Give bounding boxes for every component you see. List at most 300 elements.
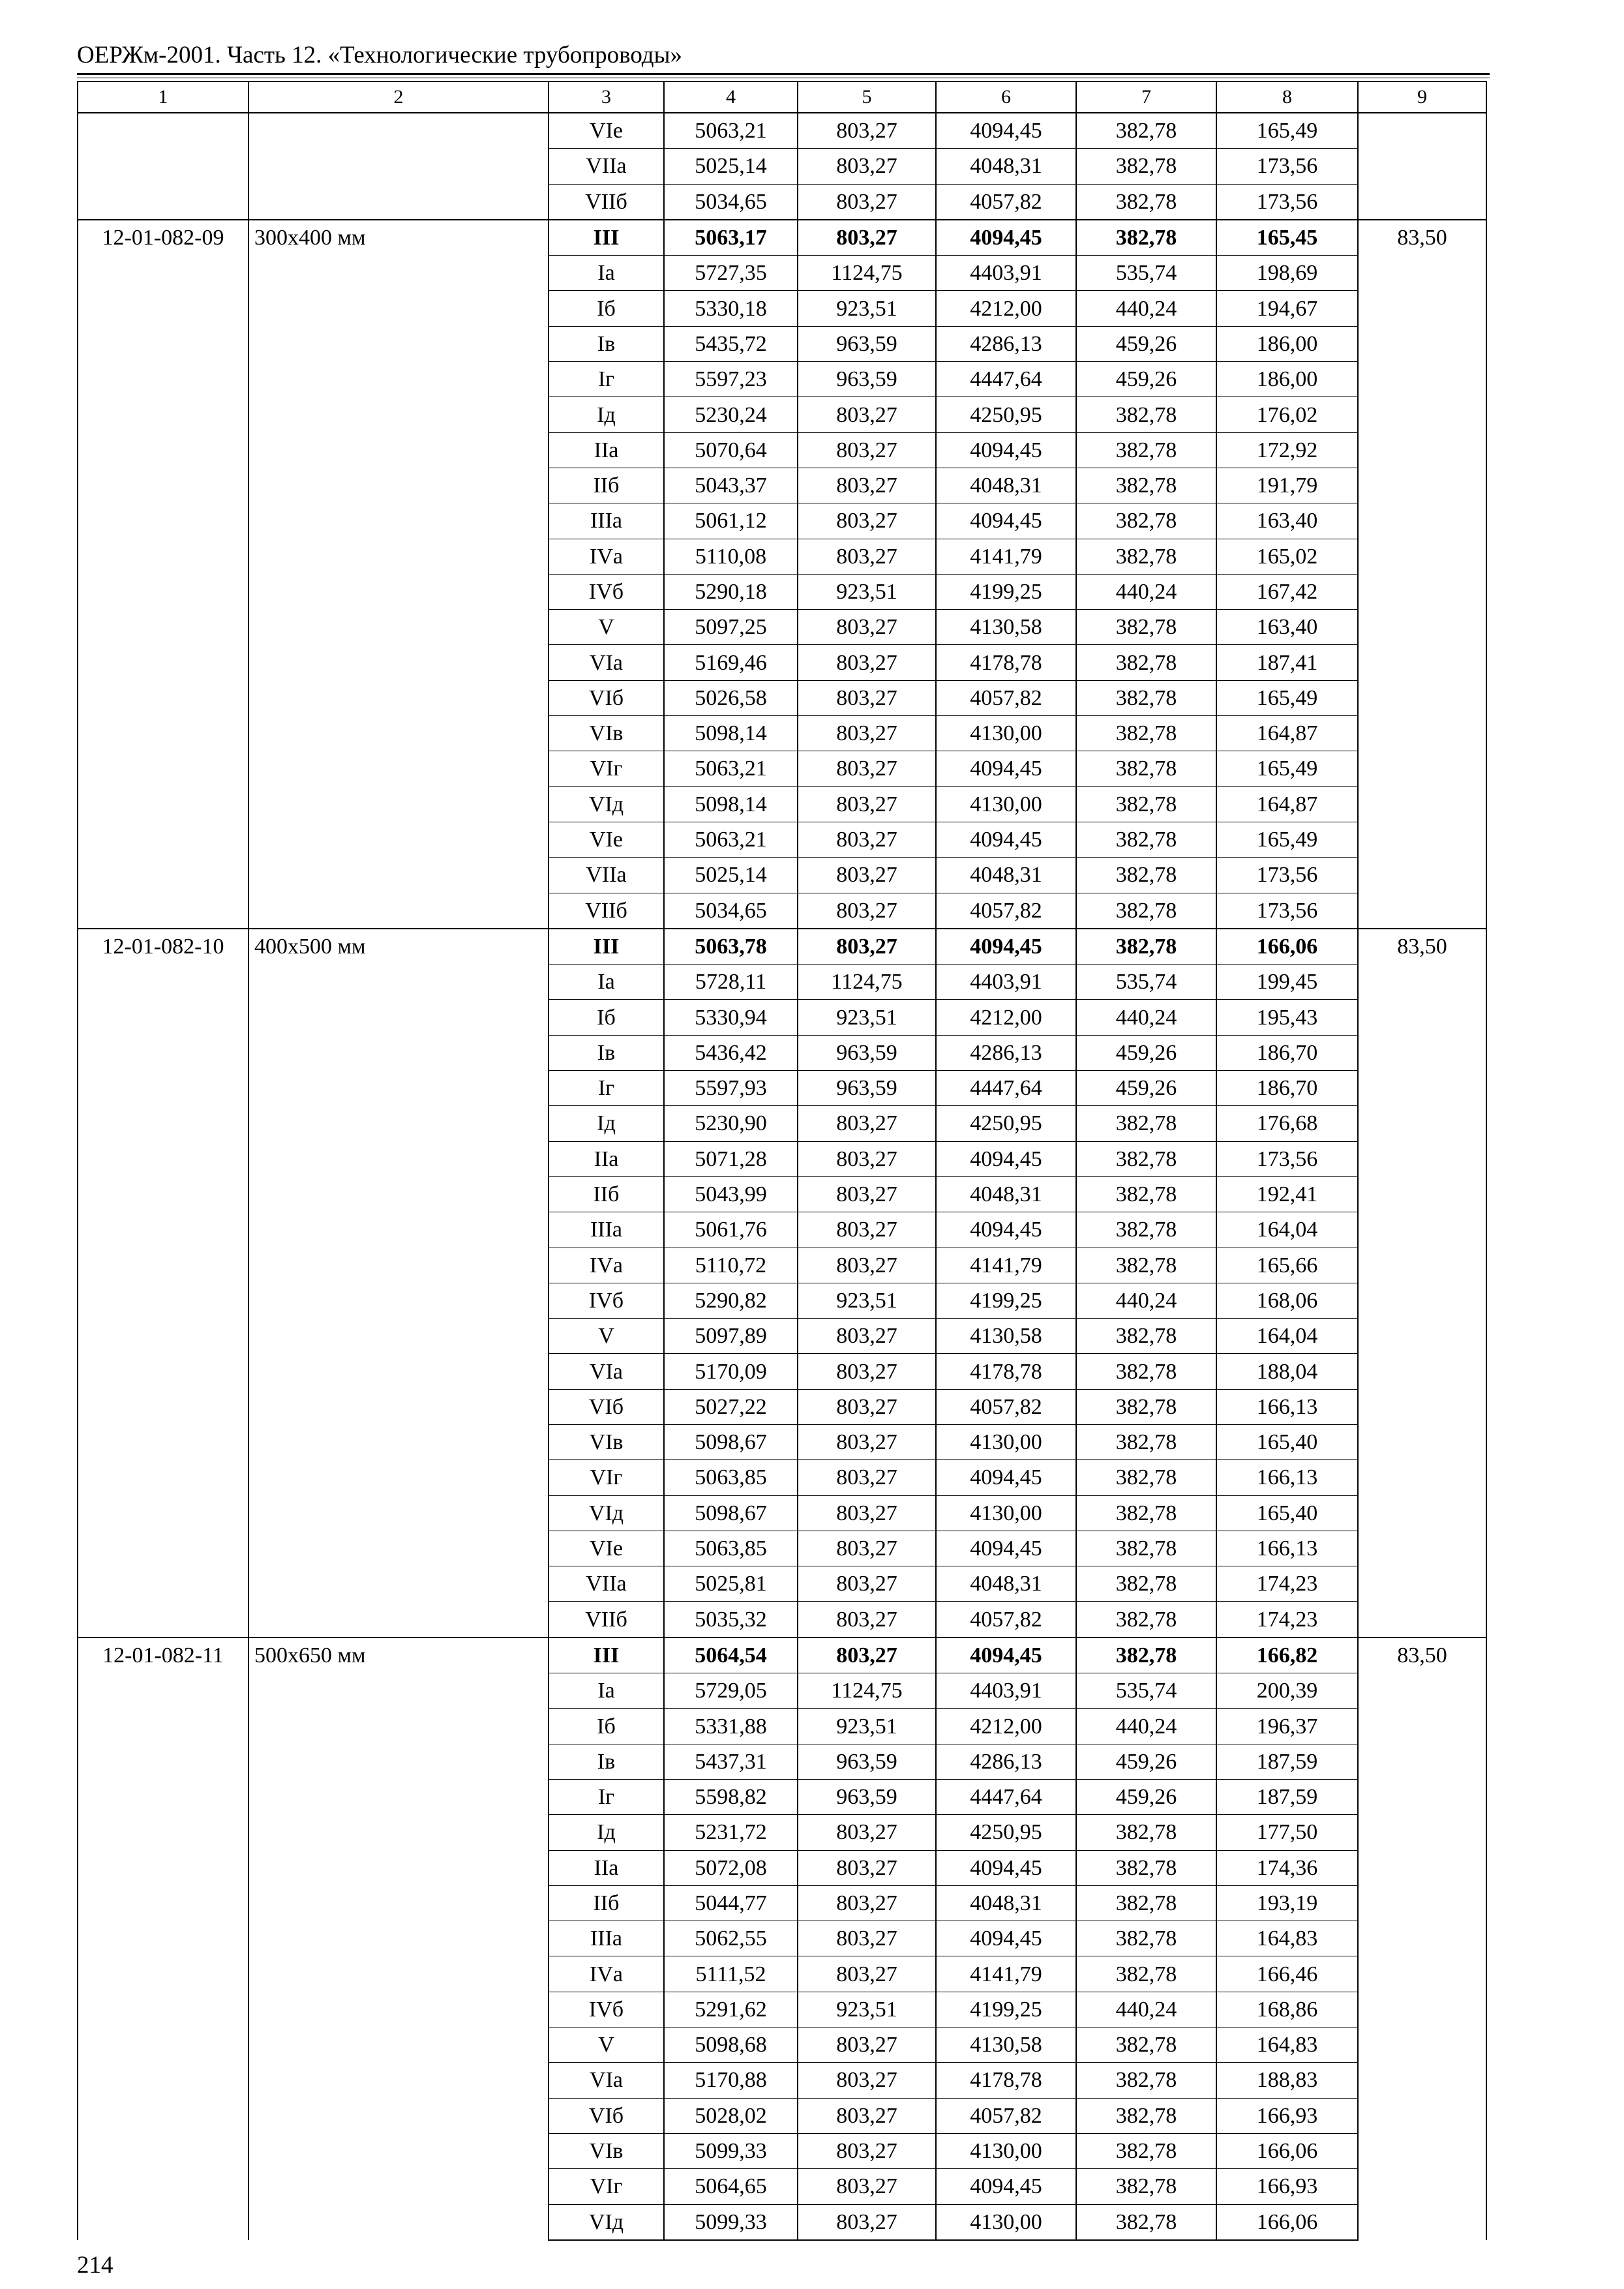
machine-cost-cell: 4057,82: [936, 184, 1076, 220]
machine-cost-cell: 4048,31: [936, 1885, 1076, 1921]
total-cost-cell: 5231,72: [664, 1815, 798, 1850]
operator-wage-cell: 382,78: [1076, 716, 1216, 751]
total-cost-cell: 5435,72: [664, 326, 798, 361]
total-cost-cell: 5064,54: [664, 1638, 798, 1673]
operator-wage-cell: 382,78: [1076, 2027, 1216, 2063]
machine-cost-cell: 4130,58: [936, 2027, 1076, 2063]
zone-cell: V: [549, 1319, 664, 1354]
machine-cost-cell: 4199,25: [936, 1283, 1076, 1318]
material-cost-cell: 191,79: [1216, 468, 1358, 503]
total-cost-cell: 5063,21: [664, 113, 798, 149]
item-size-cell: 300x400 мм: [248, 220, 549, 929]
machine-cost-cell: 4130,00: [936, 1424, 1076, 1459]
wage-cell: 803,27: [798, 1531, 936, 1566]
material-cost-cell: 173,56: [1216, 1141, 1358, 1176]
material-cost-cell: 176,68: [1216, 1106, 1358, 1141]
material-cost-cell: 187,41: [1216, 645, 1358, 680]
total-cost-cell: 5230,24: [664, 397, 798, 432]
material-cost-cell: 186,70: [1216, 1035, 1358, 1070]
zone-cell: VIд: [549, 1495, 664, 1531]
operator-wage-cell: 440,24: [1076, 1709, 1216, 1744]
total-cost-cell: 5061,12: [664, 503, 798, 539]
machine-cost-cell: 4094,45: [936, 751, 1076, 786]
zone-cell: III: [549, 220, 664, 256]
wage-cell: 803,27: [798, 184, 936, 220]
machine-cost-cell: 4094,45: [936, 1531, 1076, 1566]
operator-wage-cell: 382,78: [1076, 786, 1216, 822]
total-cost-cell: 5598,82: [664, 1779, 798, 1814]
total-cost-cell: 5170,88: [664, 2063, 798, 2098]
wage-cell: 923,51: [798, 1283, 936, 1318]
material-cost-cell: 186,00: [1216, 362, 1358, 397]
zone-cell: IIа: [549, 1850, 664, 1885]
operator-wage-cell: 382,78: [1076, 1956, 1216, 1992]
zone-cell: V: [549, 2027, 664, 2063]
material-cost-cell: 165,45: [1216, 220, 1358, 256]
zone-cell: Iа: [549, 256, 664, 291]
wage-cell: 803,27: [798, 1424, 936, 1459]
wage-cell: 803,27: [798, 1638, 936, 1673]
zone-cell: VIIа: [549, 1566, 664, 1602]
total-cost-cell: 5597,93: [664, 1071, 798, 1106]
material-cost-cell: 186,00: [1216, 326, 1358, 361]
zone-cell: Iг: [549, 1071, 664, 1106]
zone-cell: VIб: [549, 1389, 664, 1424]
wage-cell: 803,27: [798, 858, 936, 893]
total-cost-cell: 5035,32: [664, 1602, 798, 1638]
column-number: 8: [1216, 82, 1358, 113]
operator-wage-cell: 382,78: [1076, 1495, 1216, 1531]
operator-wage-cell: 382,78: [1076, 2063, 1216, 2098]
material-cost-cell: 196,37: [1216, 1709, 1358, 1744]
item-size-cell: [248, 113, 549, 220]
wage-cell: 803,27: [798, 539, 936, 574]
zone-cell: VIа: [549, 645, 664, 680]
material-cost-cell: 165,49: [1216, 822, 1358, 857]
wage-cell: 803,27: [798, 1850, 936, 1885]
zone-cell: VIв: [549, 2133, 664, 2168]
page-header: ОЕРЖм-2001. Часть 12. «Технологические трубопроводы»: [77, 42, 682, 68]
operator-wage-cell: 382,78: [1076, 468, 1216, 503]
zone-cell: VIа: [549, 2063, 664, 2098]
operator-wage-cell: 459,26: [1076, 1035, 1216, 1070]
total-cost-cell: 5437,31: [664, 1744, 798, 1779]
material-cost-cell: 200,39: [1216, 1673, 1358, 1709]
operator-wage-cell: 382,78: [1076, 149, 1216, 184]
operator-wage-cell: 382,78: [1076, 220, 1216, 256]
machine-cost-cell: 4141,79: [936, 1248, 1076, 1283]
wage-cell: 803,27: [798, 893, 936, 929]
wage-cell: 803,27: [798, 432, 936, 468]
total-cost-cell: 5098,14: [664, 716, 798, 751]
machine-cost-cell: 4094,45: [936, 1638, 1076, 1673]
machine-cost-cell: 4141,79: [936, 1956, 1076, 1992]
zone-cell: VIг: [549, 751, 664, 786]
material-cost-cell: 177,50: [1216, 1815, 1358, 1850]
item-code-cell: 12-01-082-10: [78, 929, 248, 1638]
column-number: 9: [1358, 82, 1486, 113]
machine-cost-cell: 4057,82: [936, 1602, 1076, 1638]
total-cost-cell: 5330,94: [664, 1000, 798, 1035]
zone-cell: IIIа: [549, 1921, 664, 1956]
material-cost-cell: 165,40: [1216, 1495, 1358, 1531]
operator-wage-cell: 535,74: [1076, 1673, 1216, 1709]
machine-cost-cell: 4212,00: [936, 1000, 1076, 1035]
machine-cost-cell: 4048,31: [936, 1566, 1076, 1602]
wage-cell: 803,27: [798, 397, 936, 432]
material-cost-cell: 166,82: [1216, 1638, 1358, 1673]
wage-cell: 803,27: [798, 1602, 936, 1638]
machine-cost-cell: 4130,58: [936, 1319, 1076, 1354]
total-cost-cell: 5043,37: [664, 468, 798, 503]
wage-cell: 803,27: [798, 2204, 936, 2240]
material-cost-cell: 164,04: [1216, 1212, 1358, 1248]
operator-wage-cell: 382,78: [1076, 1424, 1216, 1459]
material-cost-cell: 164,87: [1216, 716, 1358, 751]
wage-cell: 803,27: [798, 929, 936, 965]
wage-cell: 963,59: [798, 1071, 936, 1106]
machine-cost-cell: 4057,82: [936, 1389, 1076, 1424]
wage-cell: 803,27: [798, 1176, 936, 1212]
wage-cell: 923,51: [798, 1992, 936, 2027]
operator-wage-cell: 382,78: [1076, 432, 1216, 468]
operator-wage-cell: 382,78: [1076, 751, 1216, 786]
zone-cell: VIб: [549, 680, 664, 715]
wage-cell: 803,27: [798, 220, 936, 256]
column-number: 7: [1076, 82, 1216, 113]
total-cost-cell: 5061,76: [664, 1212, 798, 1248]
wage-cell: 963,59: [798, 1035, 936, 1070]
total-cost-cell: 5099,33: [664, 2204, 798, 2240]
total-cost-cell: 5436,42: [664, 1035, 798, 1070]
wage-cell: 803,27: [798, 786, 936, 822]
machine-cost-cell: 4286,13: [936, 326, 1076, 361]
zone-cell: VIIб: [549, 184, 664, 220]
operator-wage-cell: 382,78: [1076, 1106, 1216, 1141]
machine-cost-cell: 4141,79: [936, 539, 1076, 574]
material-cost-cell: 186,70: [1216, 1071, 1358, 1106]
page-number: 214: [77, 2252, 113, 2279]
operator-wage-cell: 382,78: [1076, 2204, 1216, 2240]
zone-cell: IIб: [549, 1176, 664, 1212]
wage-cell: 803,27: [798, 1389, 936, 1424]
wage-cell: 923,51: [798, 1000, 936, 1035]
total-cost-cell: 5111,52: [664, 1956, 798, 1992]
machine-cost-cell: 4286,13: [936, 1744, 1076, 1779]
material-cost-cell: 187,59: [1216, 1779, 1358, 1814]
wage-cell: 803,27: [798, 1495, 936, 1531]
total-cost-cell: 5063,21: [664, 751, 798, 786]
wage-cell: 923,51: [798, 574, 936, 609]
material-cost-cell: 164,87: [1216, 786, 1358, 822]
total-cost-cell: 5063,85: [664, 1531, 798, 1566]
machine-cost-cell: 4178,78: [936, 2063, 1076, 2098]
operator-wage-cell: 459,26: [1076, 326, 1216, 361]
machine-cost-cell: 4178,78: [936, 645, 1076, 680]
total-cost-cell: 5098,67: [664, 1424, 798, 1459]
machine-cost-cell: 4130,00: [936, 2133, 1076, 2168]
material-cost-cell: 168,06: [1216, 1283, 1358, 1318]
zone-cell: Iа: [549, 965, 664, 1000]
total-cost-cell: 5063,78: [664, 929, 798, 965]
labor-cost-cell: 83,50: [1358, 929, 1486, 1638]
machine-cost-cell: 4048,31: [936, 149, 1076, 184]
table-row: [78, 1638, 1486, 1673]
wage-cell: 803,27: [798, 2133, 936, 2168]
table-row: [78, 220, 1486, 256]
wage-cell: 803,27: [798, 503, 936, 539]
operator-wage-cell: 382,78: [1076, 1141, 1216, 1176]
total-cost-cell: 5072,08: [664, 1850, 798, 1885]
machine-cost-cell: 4250,95: [936, 1815, 1076, 1850]
material-cost-cell: 167,42: [1216, 574, 1358, 609]
zone-cell: VIIа: [549, 858, 664, 893]
item-size-cell: 400x500 мм: [248, 929, 549, 1638]
material-cost-cell: 163,40: [1216, 503, 1358, 539]
total-cost-cell: 5026,58: [664, 680, 798, 715]
total-cost-cell: 5098,67: [664, 1495, 798, 1531]
material-cost-cell: 173,56: [1216, 184, 1358, 220]
labor-cost-cell: 83,50: [1358, 220, 1486, 929]
wage-cell: 803,27: [798, 2063, 936, 2098]
table-body: [78, 82, 1486, 2240]
item-size-cell: 500x650 мм: [248, 1638, 549, 2240]
column-number: 6: [936, 82, 1076, 113]
item-code-cell: 12-01-082-09: [78, 220, 248, 929]
table-row: [78, 113, 1486, 149]
material-cost-cell: 166,06: [1216, 929, 1358, 965]
material-cost-cell: 166,13: [1216, 1460, 1358, 1495]
operator-wage-cell: 382,78: [1076, 1921, 1216, 1956]
material-cost-cell: 165,02: [1216, 539, 1358, 574]
machine-cost-cell: 4094,45: [936, 1141, 1076, 1176]
zone-cell: IIб: [549, 1885, 664, 1921]
machine-cost-cell: 4447,64: [936, 362, 1076, 397]
total-cost-cell: 5063,17: [664, 220, 798, 256]
operator-wage-cell: 382,78: [1076, 1176, 1216, 1212]
wage-cell: 803,27: [798, 1566, 936, 1602]
total-cost-cell: 5597,23: [664, 362, 798, 397]
machine-cost-cell: 4250,95: [936, 397, 1076, 432]
wage-cell: 803,27: [798, 1921, 936, 1956]
material-cost-cell: 166,93: [1216, 2098, 1358, 2133]
zone-cell: V: [549, 610, 664, 645]
total-cost-cell: 5025,14: [664, 858, 798, 893]
material-cost-cell: 173,56: [1216, 893, 1358, 929]
zone-cell: Iг: [549, 1779, 664, 1814]
operator-wage-cell: 382,78: [1076, 184, 1216, 220]
zone-cell: VIIб: [549, 1602, 664, 1638]
operator-wage-cell: 459,26: [1076, 1779, 1216, 1814]
wage-cell: 963,59: [798, 326, 936, 361]
machine-cost-cell: 4130,00: [936, 716, 1076, 751]
total-cost-cell: 5110,08: [664, 539, 798, 574]
wage-cell: 803,27: [798, 1460, 936, 1495]
total-cost-cell: 5044,77: [664, 1885, 798, 1921]
machine-cost-cell: 4199,25: [936, 574, 1076, 609]
operator-wage-cell: 535,74: [1076, 256, 1216, 291]
material-cost-cell: 165,49: [1216, 680, 1358, 715]
wage-cell: 803,27: [798, 2098, 936, 2133]
zone-cell: VIг: [549, 1460, 664, 1495]
operator-wage-cell: 440,24: [1076, 1992, 1216, 2027]
material-cost-cell: 165,49: [1216, 751, 1358, 786]
machine-cost-cell: 4094,45: [936, 1212, 1076, 1248]
operator-wage-cell: 440,24: [1076, 574, 1216, 609]
total-cost-cell: 5071,28: [664, 1141, 798, 1176]
total-cost-cell: 5028,02: [664, 2098, 798, 2133]
machine-cost-cell: 4212,00: [936, 1709, 1076, 1744]
operator-wage-cell: 459,26: [1076, 1744, 1216, 1779]
wage-cell: 923,51: [798, 291, 936, 326]
labor-cost-cell: [1358, 113, 1486, 220]
operator-wage-cell: 382,78: [1076, 929, 1216, 965]
zone-cell: IVб: [549, 1283, 664, 1318]
operator-wage-cell: 382,78: [1076, 2169, 1216, 2204]
wage-cell: 803,27: [798, 1141, 936, 1176]
zone-cell: IVб: [549, 574, 664, 609]
wage-cell: 803,27: [798, 1354, 936, 1389]
zone-cell: VIе: [549, 822, 664, 857]
header-rule: [77, 73, 1490, 75]
machine-cost-cell: 4057,82: [936, 893, 1076, 929]
zone-cell: IIа: [549, 1141, 664, 1176]
total-cost-cell: 5291,62: [664, 1992, 798, 2027]
column-number: 3: [549, 82, 664, 113]
total-cost-cell: 5729,05: [664, 1673, 798, 1709]
zone-cell: Iд: [549, 1106, 664, 1141]
material-cost-cell: 166,13: [1216, 1389, 1358, 1424]
operator-wage-cell: 382,78: [1076, 1566, 1216, 1602]
material-cost-cell: 174,23: [1216, 1602, 1358, 1638]
material-cost-cell: 199,45: [1216, 965, 1358, 1000]
total-cost-cell: 5110,72: [664, 1248, 798, 1283]
labor-cost-cell: 83,50: [1358, 1638, 1486, 2240]
machine-cost-cell: 4403,91: [936, 1673, 1076, 1709]
column-number: 4: [664, 82, 798, 113]
zone-cell: VIа: [549, 1354, 664, 1389]
total-cost-cell: 5027,22: [664, 1389, 798, 1424]
zone-cell: III: [549, 929, 664, 965]
machine-cost-cell: 4094,45: [936, 1850, 1076, 1885]
zone-cell: Iд: [549, 1815, 664, 1850]
wage-cell: 803,27: [798, 680, 936, 715]
wage-cell: 803,27: [798, 1885, 936, 1921]
zone-cell: Iб: [549, 291, 664, 326]
machine-cost-cell: 4094,45: [936, 2169, 1076, 2204]
machine-cost-cell: 4286,13: [936, 1035, 1076, 1070]
item-code-cell: [78, 113, 248, 220]
zone-cell: Iв: [549, 1035, 664, 1070]
wage-cell: 1124,75: [798, 256, 936, 291]
wage-cell: 803,27: [798, 113, 936, 149]
wage-cell: 803,27: [798, 1212, 936, 1248]
total-cost-cell: 5098,68: [664, 2027, 798, 2063]
zone-cell: Iв: [549, 1744, 664, 1779]
total-cost-cell: 5025,14: [664, 149, 798, 184]
operator-wage-cell: 382,78: [1076, 397, 1216, 432]
wage-cell: 803,27: [798, 716, 936, 751]
zone-cell: VIд: [549, 786, 664, 822]
machine-cost-cell: 4178,78: [936, 1354, 1076, 1389]
zone-cell: III: [549, 1638, 664, 1673]
material-cost-cell: 173,56: [1216, 858, 1358, 893]
machine-cost-cell: 4212,00: [936, 291, 1076, 326]
total-cost-cell: 5063,21: [664, 822, 798, 857]
machine-cost-cell: 4094,45: [936, 929, 1076, 965]
wage-cell: 803,27: [798, 2027, 936, 2063]
total-cost-cell: 5098,14: [664, 786, 798, 822]
machine-cost-cell: 4094,45: [936, 220, 1076, 256]
zone-cell: Iв: [549, 326, 664, 361]
zone-cell: VIг: [549, 2169, 664, 2204]
zone-cell: IIIа: [549, 503, 664, 539]
wage-cell: 803,27: [798, 751, 936, 786]
operator-wage-cell: 382,78: [1076, 1212, 1216, 1248]
column-number-row: [78, 82, 1486, 113]
material-cost-cell: 166,93: [1216, 2169, 1358, 2204]
wage-cell: 963,59: [798, 1779, 936, 1814]
zone-cell: IIа: [549, 432, 664, 468]
zone-cell: IVб: [549, 1992, 664, 2027]
wage-cell: 803,27: [798, 1319, 936, 1354]
material-cost-cell: 174,23: [1216, 1566, 1358, 1602]
total-cost-cell: 5063,85: [664, 1460, 798, 1495]
wage-cell: 803,27: [798, 468, 936, 503]
machine-cost-cell: 4130,00: [936, 1495, 1076, 1531]
material-cost-cell: 193,19: [1216, 1885, 1358, 1921]
wage-cell: 963,59: [798, 1744, 936, 1779]
operator-wage-cell: 382,78: [1076, 822, 1216, 857]
material-cost-cell: 164,83: [1216, 2027, 1358, 2063]
machine-cost-cell: 4130,58: [936, 610, 1076, 645]
wage-cell: 803,27: [798, 1248, 936, 1283]
material-cost-cell: 172,92: [1216, 432, 1358, 468]
material-cost-cell: 166,13: [1216, 1531, 1358, 1566]
wage-cell: 923,51: [798, 1709, 936, 1744]
operator-wage-cell: 382,78: [1076, 1815, 1216, 1850]
total-cost-cell: 5062,55: [664, 1921, 798, 1956]
machine-cost-cell: 4094,45: [936, 432, 1076, 468]
material-cost-cell: 166,46: [1216, 1956, 1358, 1992]
total-cost-cell: 5064,65: [664, 2169, 798, 2204]
total-cost-cell: 5230,90: [664, 1106, 798, 1141]
wage-cell: 803,27: [798, 822, 936, 857]
material-cost-cell: 192,41: [1216, 1176, 1358, 1212]
operator-wage-cell: 535,74: [1076, 965, 1216, 1000]
wage-cell: 1124,75: [798, 965, 936, 1000]
total-cost-cell: 5290,82: [664, 1283, 798, 1318]
zone-cell: VIв: [549, 716, 664, 751]
zone-cell: VIIб: [549, 893, 664, 929]
machine-cost-cell: 4403,91: [936, 965, 1076, 1000]
total-cost-cell: 5330,18: [664, 291, 798, 326]
column-number: 1: [78, 82, 248, 113]
material-cost-cell: 168,86: [1216, 1992, 1358, 2027]
zone-cell: VIв: [549, 1424, 664, 1459]
machine-cost-cell: 4094,45: [936, 113, 1076, 149]
total-cost-cell: 5331,88: [664, 1709, 798, 1744]
machine-cost-cell: 4094,45: [936, 1921, 1076, 1956]
zone-cell: IVа: [549, 1248, 664, 1283]
machine-cost-cell: 4048,31: [936, 1176, 1076, 1212]
material-cost-cell: 173,56: [1216, 149, 1358, 184]
machine-cost-cell: 4199,25: [936, 1992, 1076, 2027]
operator-wage-cell: 440,24: [1076, 291, 1216, 326]
total-cost-cell: 5727,35: [664, 256, 798, 291]
price-table: [77, 81, 1487, 2241]
operator-wage-cell: 382,78: [1076, 1389, 1216, 1424]
